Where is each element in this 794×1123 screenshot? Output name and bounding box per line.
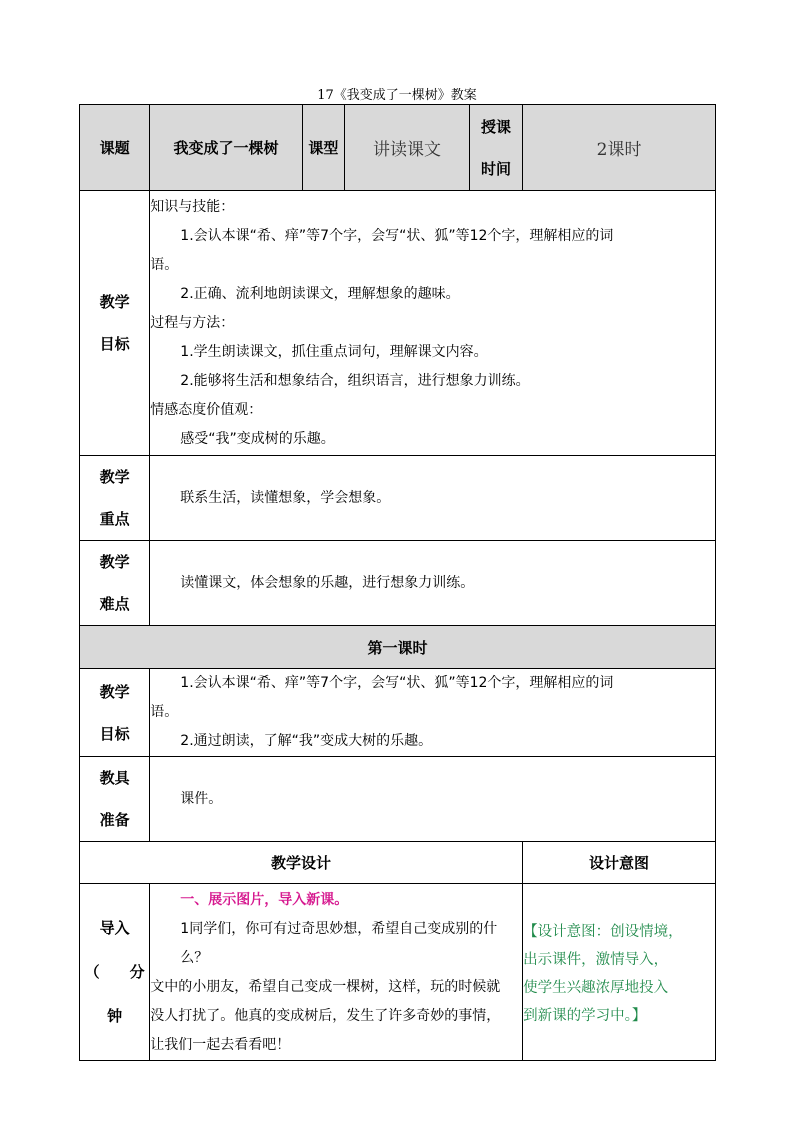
lesson1-goal-line: 2.通过朗读，了解“我”变成大树的乐趣。 [180,733,433,749]
time-value: 2课时 [523,105,716,191]
goal-line: 语。 [150,256,179,273]
tools-text: 课件。 [180,790,223,807]
lesson1-goals-label-line-1: 教学 [99,682,130,701]
difficulties-content [150,541,716,626]
intro-label-line-1: 导入 [99,919,130,937]
design-header-row [80,842,716,884]
key-points-text: 联系生活，读懂想象，学会想象。 [180,489,391,506]
intro-label-line-2: （ 分 [84,963,145,981]
difficulties-text: 读懂课文，体会想象的乐趣，进行想象力训练。 [180,574,475,591]
lesson1-title-row [80,626,716,669]
lesson1-goal-line: 语。 [150,704,179,720]
goal-line: 2.正确、流利地朗读课文，理解想象的趣味。 [180,285,460,302]
goal-line: 感受“我”变成树的乐趣。 [180,430,335,447]
lesson1-goals-label-line-2: 目标 [99,724,130,743]
goals-row [80,191,716,456]
goal-line: 1.学生朗读课文，抓住重点词句，理解课文内容。 [180,343,488,360]
key-points-label-line-1: 教学 [99,468,130,486]
lesson1-goals-content [150,669,716,757]
intent-line: 【设计意图：创设情境， [523,924,683,940]
difficulties-label-line-1: 教学 [99,553,130,571]
lesson-plan-table [79,104,716,1061]
lesson1-goal-line: 1.会认本课“希、痒”等7个字，会写“状、狐”等12个字，理解相应的词 [180,675,614,691]
intro-content [150,884,523,1061]
intro-label [80,884,150,1061]
design-header: 教学设计 [80,842,523,884]
intent-header: 设计意图 [523,842,716,884]
intro-step-line: 没人打扰了。他真的变成树后，发生了许多奇妙的事情， [150,1008,501,1024]
lesson1-title: 第一课时 [80,626,716,669]
header-row [80,105,716,191]
tools-content [150,757,716,842]
key-points-content [150,456,716,541]
intent-line: 使学生兴趣浓厚地投入 [523,980,669,996]
intent-line: 到新课的学习中。】 [523,1008,647,1024]
lesson1-goals-row [80,669,716,757]
goals-label-line-2: 目标 [99,335,130,353]
time-label-line-1: 授课 [480,117,511,136]
difficulties-label-line-2: 难点 [99,595,130,613]
lesson1-goals-label [80,669,150,757]
time-label [469,105,522,191]
key-points-row [80,456,716,541]
goals-label-line-1: 教学 [99,293,130,311]
type-value: 讲读课文 [345,105,470,191]
intro-step-line: 让我们一起去看看吧！ [150,1037,291,1053]
goal-line: 知识与技能： [150,198,235,215]
intro-step-line: 文中的小朋友，希望自己变成一棵树，这样，玩的时候就 [150,979,501,995]
intro-row [80,884,716,1061]
goals-content [150,191,716,456]
goal-line: 1.会认本课“希、痒”等7个字，会写“状、狐”等12个字，理解相应的词 [180,227,614,244]
goals-label [80,191,150,456]
goal-line: 2.能够将生活和想象结合，组织语言，进行想象力训练。 [180,372,530,389]
goal-line: 情感态度价值观： [150,401,263,418]
difficulties-row [80,541,716,626]
intent-line: 出示课件，激情导入， [523,952,669,968]
topic-value: 我变成了一棵树 [150,105,302,191]
difficulties-label [80,541,150,626]
tools-label [80,757,150,842]
intro-step-title: 一、展示图片，导入新课。 [180,892,349,908]
intro-step-line: 1同学们，你可有过奇思妙想，希望自己变成别的什么？ [180,921,498,966]
intro-label-line-3: 钟 [107,1007,123,1025]
tools-label-line-2: 准备 [99,811,130,829]
type-label: 课型 [302,105,345,191]
intro-intent [523,884,716,1061]
tools-row [80,757,716,842]
key-points-label-line-2: 重点 [99,510,130,528]
page-title: 17《我变成了一棵树》教案 [317,88,477,103]
goal-line: 过程与方法： [150,314,235,331]
time-label-line-2: 时间 [480,159,511,178]
tools-label-line-1: 教具 [99,769,130,787]
topic-label: 课题 [80,105,150,191]
key-points-label [80,456,150,541]
